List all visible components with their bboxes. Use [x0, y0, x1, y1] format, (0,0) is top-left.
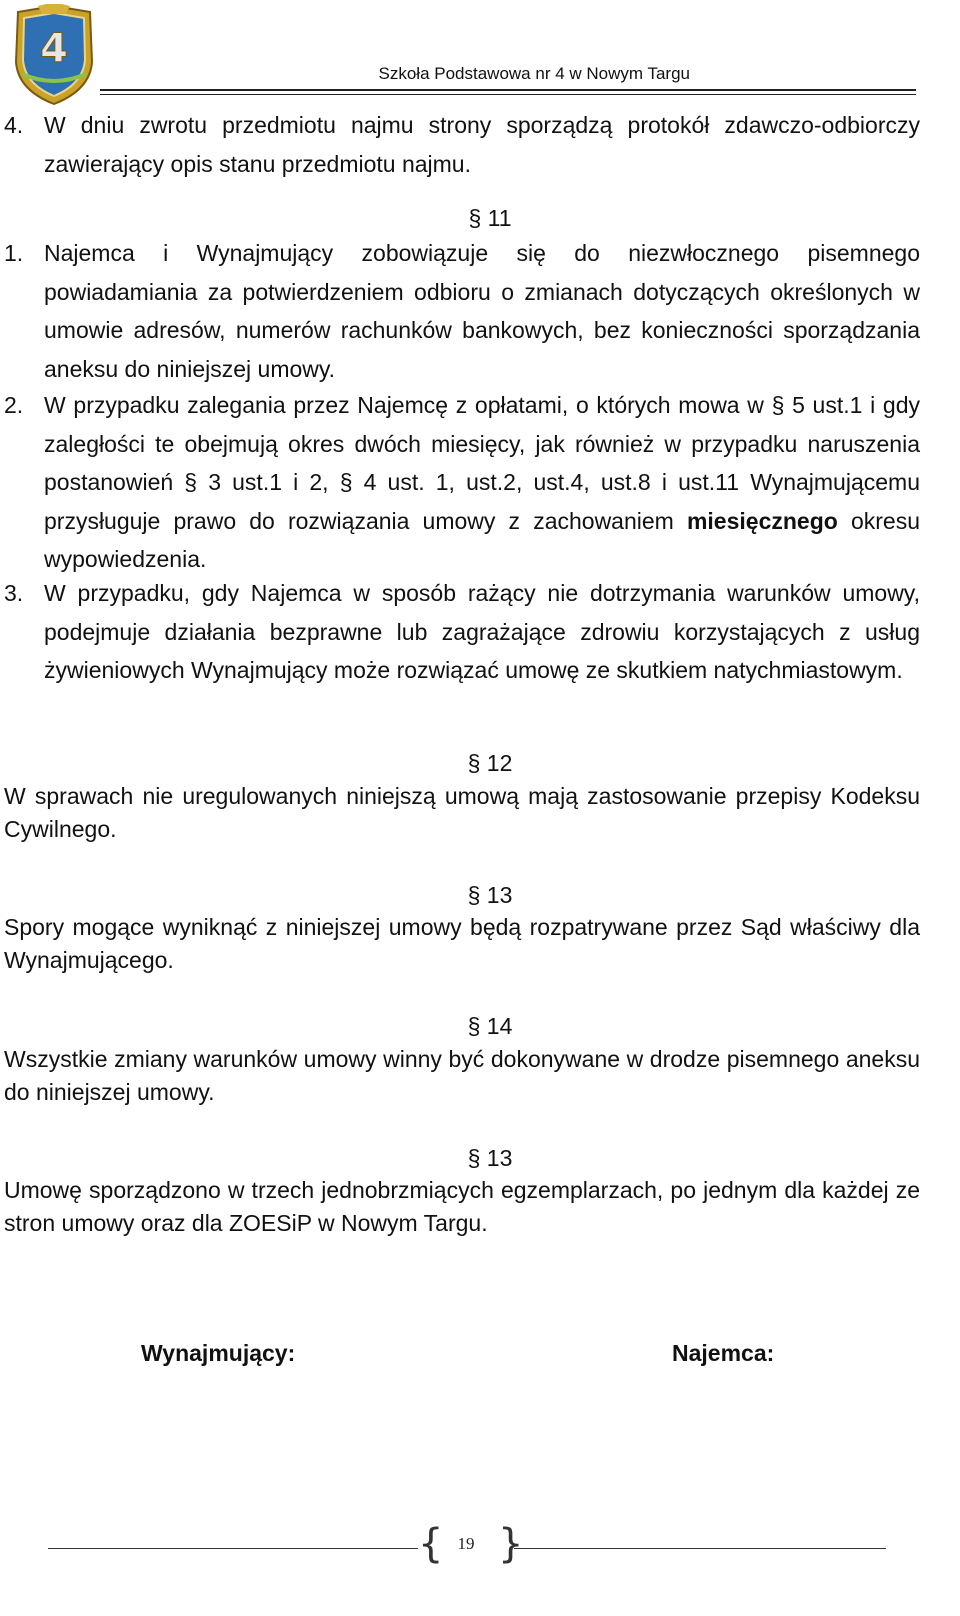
item-number: 2.: [4, 392, 24, 418]
header-rule: [100, 89, 916, 91]
item-text: W przypadku, gdy Najemca w sposób rażący nie dotrzymania warunków umowy, podejmuje działania bezprawne lub zagrażające zdrowiu korzystających z usług żywieniowych Wynajmujący może rozwiązać umowę ze skutkiem natychmiastowym.: [44, 580, 920, 683]
item-number: 4.: [4, 112, 24, 138]
paragraph-11-item-2: [4, 386, 920, 579]
section-heading-12: § 12: [467, 750, 513, 776]
paragraph-11-item-1: [4, 234, 920, 388]
section-heading-13: § 13: [467, 882, 513, 908]
school-name: Szkoła Podstawowa nr 4 w Nowym Targu: [378, 64, 690, 83]
item-text: W przypadku zalegania przez Najemcę z opłatami, o których mowa w § 5 ust.1 i gdy zaległości te obejmują okres dwóch miesięcy, jak również w przypadku naruszenia postanowień § 3 ust.1 i 2, § 4 ust. 1, ust.2, ust.4, ust.8 i ust.11 Wynajmującemu przysługuje prawo do rozwiązania umowy z zachowaniem: [44, 392, 920, 534]
paragraph-14: Wszystkie zmiany warunków umowy winny być dokonywane w drodze pisemnego aneksu do niniejszej umowy.: [4, 1046, 920, 1105]
paragraph-11-item-3: [4, 574, 920, 690]
svg-text:4: 4: [40, 26, 68, 72]
section-heading-11: § 11: [468, 205, 512, 231]
signature-landlord-label: Wynajmujący:: [141, 1340, 296, 1366]
paragraph-10-item-4: [4, 106, 920, 183]
signature-tenant-label: Najemca:: [672, 1340, 775, 1366]
school-logo: [8, 4, 100, 108]
item-text: Najemca i Wynajmujący zobowiązuje się do niezwłocznego pisemnego powiadamiania za potwierdzeniem odbioru o zmianach dotyczących określonych w umowie adresów, numerów rachunków bankowych, bez konieczności sporządzania aneksu do niniejszej umowy.: [44, 240, 920, 382]
page-number: 19: [457, 1534, 475, 1553]
paragraph-13-second: Umowę sporządzono w trzech jednobrzmiących egzemplarzach, po jednym dla każdej ze stron umowy oraz dla ZOESiP w Nowym Targu.: [4, 1177, 920, 1236]
item-text-bold: miesięcznego: [686, 507, 838, 534]
section-heading-13-second: § 13: [467, 1145, 513, 1171]
item-number: 3.: [4, 580, 24, 606]
footer-bracket-right: }: [498, 1521, 524, 1567]
header-rule-thin: [100, 94, 916, 95]
footer-rule-left: [48, 1548, 418, 1549]
paragraph-12: W sprawach nie uregulowanych niniejszą umową mają zastosowanie przepisy Kodeksu Cywilnego.: [4, 783, 920, 842]
footer-rule-right: [514, 1548, 886, 1549]
item-text: W dniu zwrotu przedmiotu najmu strony sporządzą protokół zdawczo-odbiorczy zawierający opis stanu przedmiotu najmu.: [44, 112, 920, 177]
paragraph-13: Spory mogące wyniknąć z niniejszej umowy będą rozpatrywane przez Sąd właściwy dla Wynajmującego.: [4, 914, 920, 973]
footer-bracket-left: {: [418, 1521, 444, 1567]
item-text-end: okresu wypowiedzenia.: [44, 507, 920, 572]
item-number: 1.: [4, 240, 24, 266]
section-heading-14: § 14: [467, 1013, 513, 1039]
